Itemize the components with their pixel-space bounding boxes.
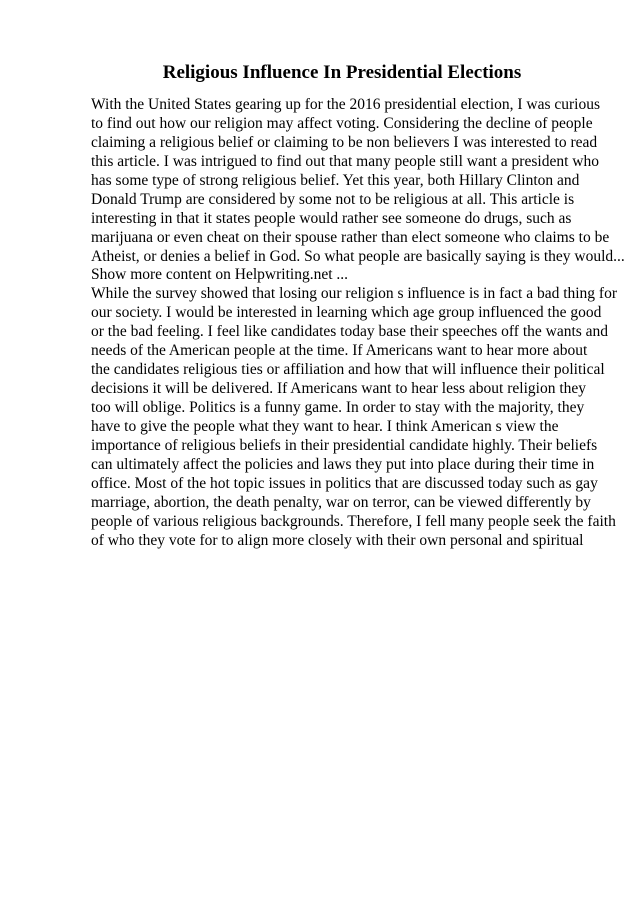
body-line: interesting in that it states people would rather see someone do drugs, such as	[91, 209, 572, 227]
body-line: Donald Trump are considered by some not to be religious at all. This article is	[91, 190, 575, 208]
body-line: importance of religious beliefs in their presidential candidate highly. Their beliefs	[91, 436, 598, 454]
body-line: With the United States gearing up for the 2016 presidential election, I was curious	[91, 96, 601, 113]
body-line: the candidates religious ties or affiliation and how that will influence their political	[91, 361, 605, 379]
document-title: Religious Influence In Presidential Elections	[162, 62, 522, 83]
body-line: have to give the people what they want to hear. I think American s view the	[91, 417, 559, 435]
body-line: needs of the American people at the time. If Americans want to hear more about	[91, 342, 588, 360]
body-line: to find out how our religion may affect voting. Considering the decline of people	[91, 114, 593, 132]
body-line: too will oblige. Politics is a funny game. In order to stay with the majority, they	[91, 399, 585, 416]
body-line: office. Most of the hot topic issues in politics that are discussed today such as gay	[91, 474, 598, 492]
document-body	[91, 96, 625, 551]
body-line: has some type of strong religious belief. Yet this year, both Hillary Clinton and	[91, 171, 580, 189]
body-line: marijuana or even cheat on their spouse rather than elect someone who claims to be	[91, 228, 610, 246]
body-line: this article. I was intrigued to find out that many people still want a president who	[91, 152, 599, 170]
body-line: While the survey showed that losing our religion s influence is in fact a bad thing for	[91, 285, 618, 303]
body-line: Atheist, or denies a belief in God. So what people are basically saying is they would...	[91, 247, 625, 265]
body-line: marriage, abortion, the death penalty, war on terror, can be viewed differently by	[91, 493, 591, 511]
body-line: can ultimately affect the policies and laws they put into place during their time in	[91, 455, 595, 473]
body-line: decisions it will be delivered. If Americans want to hear less about religion they	[91, 380, 587, 398]
body-line: claiming a religious belief or claiming to be non believers I was interested to read	[91, 133, 598, 151]
body-line: our society. I would be interested in learning which age group influenced the good	[91, 304, 602, 322]
body-line: people of various religious backgrounds. Therefore, I fell many people seek the faith	[91, 512, 616, 530]
body-line: or the bad feeling. I feel like candidates today base their speeches off the wants and	[91, 323, 609, 341]
body-line: of who they vote for to align more closely with their own personal and spiritual	[91, 531, 584, 549]
show-more-link-line: Show more content on Helpwriting.net ...	[91, 266, 348, 284]
